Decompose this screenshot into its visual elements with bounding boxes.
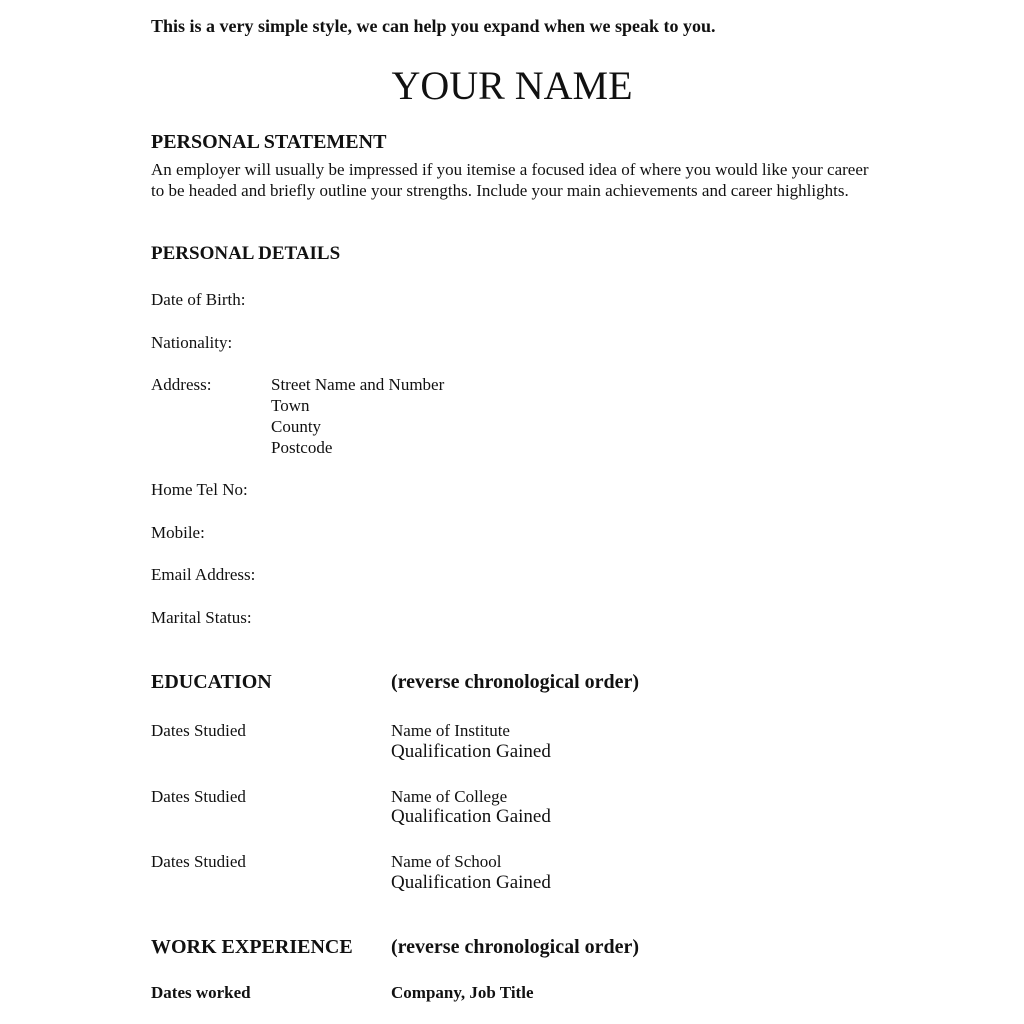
nationality-label: Nationality: (151, 333, 233, 352)
education-institution-2: Name of College (391, 787, 508, 806)
work-dates-label: Dates worked (151, 983, 251, 1002)
marital-status-label: Marital Status: (151, 608, 252, 627)
education-dates-3: Dates Studied (151, 852, 246, 871)
work-experience-order-note: (reverse chronological order) (391, 936, 640, 958)
address-line-county: County (271, 417, 322, 436)
address-label: Address: (151, 375, 212, 394)
work-experience-heading: WORK EXPERIENCE (151, 936, 353, 958)
mobile-label: Mobile: (151, 523, 205, 542)
resume-name: YOUR NAME (391, 63, 633, 108)
education-dates-2: Dates Studied (151, 787, 246, 806)
address-line-town: Town (271, 396, 310, 415)
email-label: Email Address: (151, 565, 256, 584)
personal-details-heading: PERSONAL DETAILS (151, 243, 341, 264)
education-dates-1: Dates Studied (151, 721, 246, 740)
personal-statement-text: An employer will usually be impressed if you itemise a focused idea of where you would like your career to be headed and briefly outline your strengths. Include your main achievements and career highlights. (151, 160, 869, 200)
personal-statement-heading: PERSONAL STATEMENT (151, 131, 387, 153)
education-qualification-3: Qualification Gained (391, 872, 551, 893)
education-heading: EDUCATION (151, 671, 272, 693)
address-line-street: Street Name and Number (271, 375, 445, 394)
education-order-note: (reverse chronological order) (391, 671, 640, 693)
dob-label: Date of Birth: (151, 290, 246, 309)
work-company-label: Company, Job Title (391, 983, 534, 1002)
home-tel-label: Home Tel No: (151, 480, 248, 499)
education-institution-1: Name of Institute (391, 721, 510, 740)
top-note: This is a very simple style, we can help you expand when we speak to you. (151, 16, 716, 36)
address-line-postcode: Postcode (271, 438, 333, 457)
education-qualification-1: Qualification Gained (391, 741, 551, 762)
education-qualification-2: Qualification Gained (391, 806, 551, 827)
education-institution-3: Name of School (391, 852, 502, 871)
